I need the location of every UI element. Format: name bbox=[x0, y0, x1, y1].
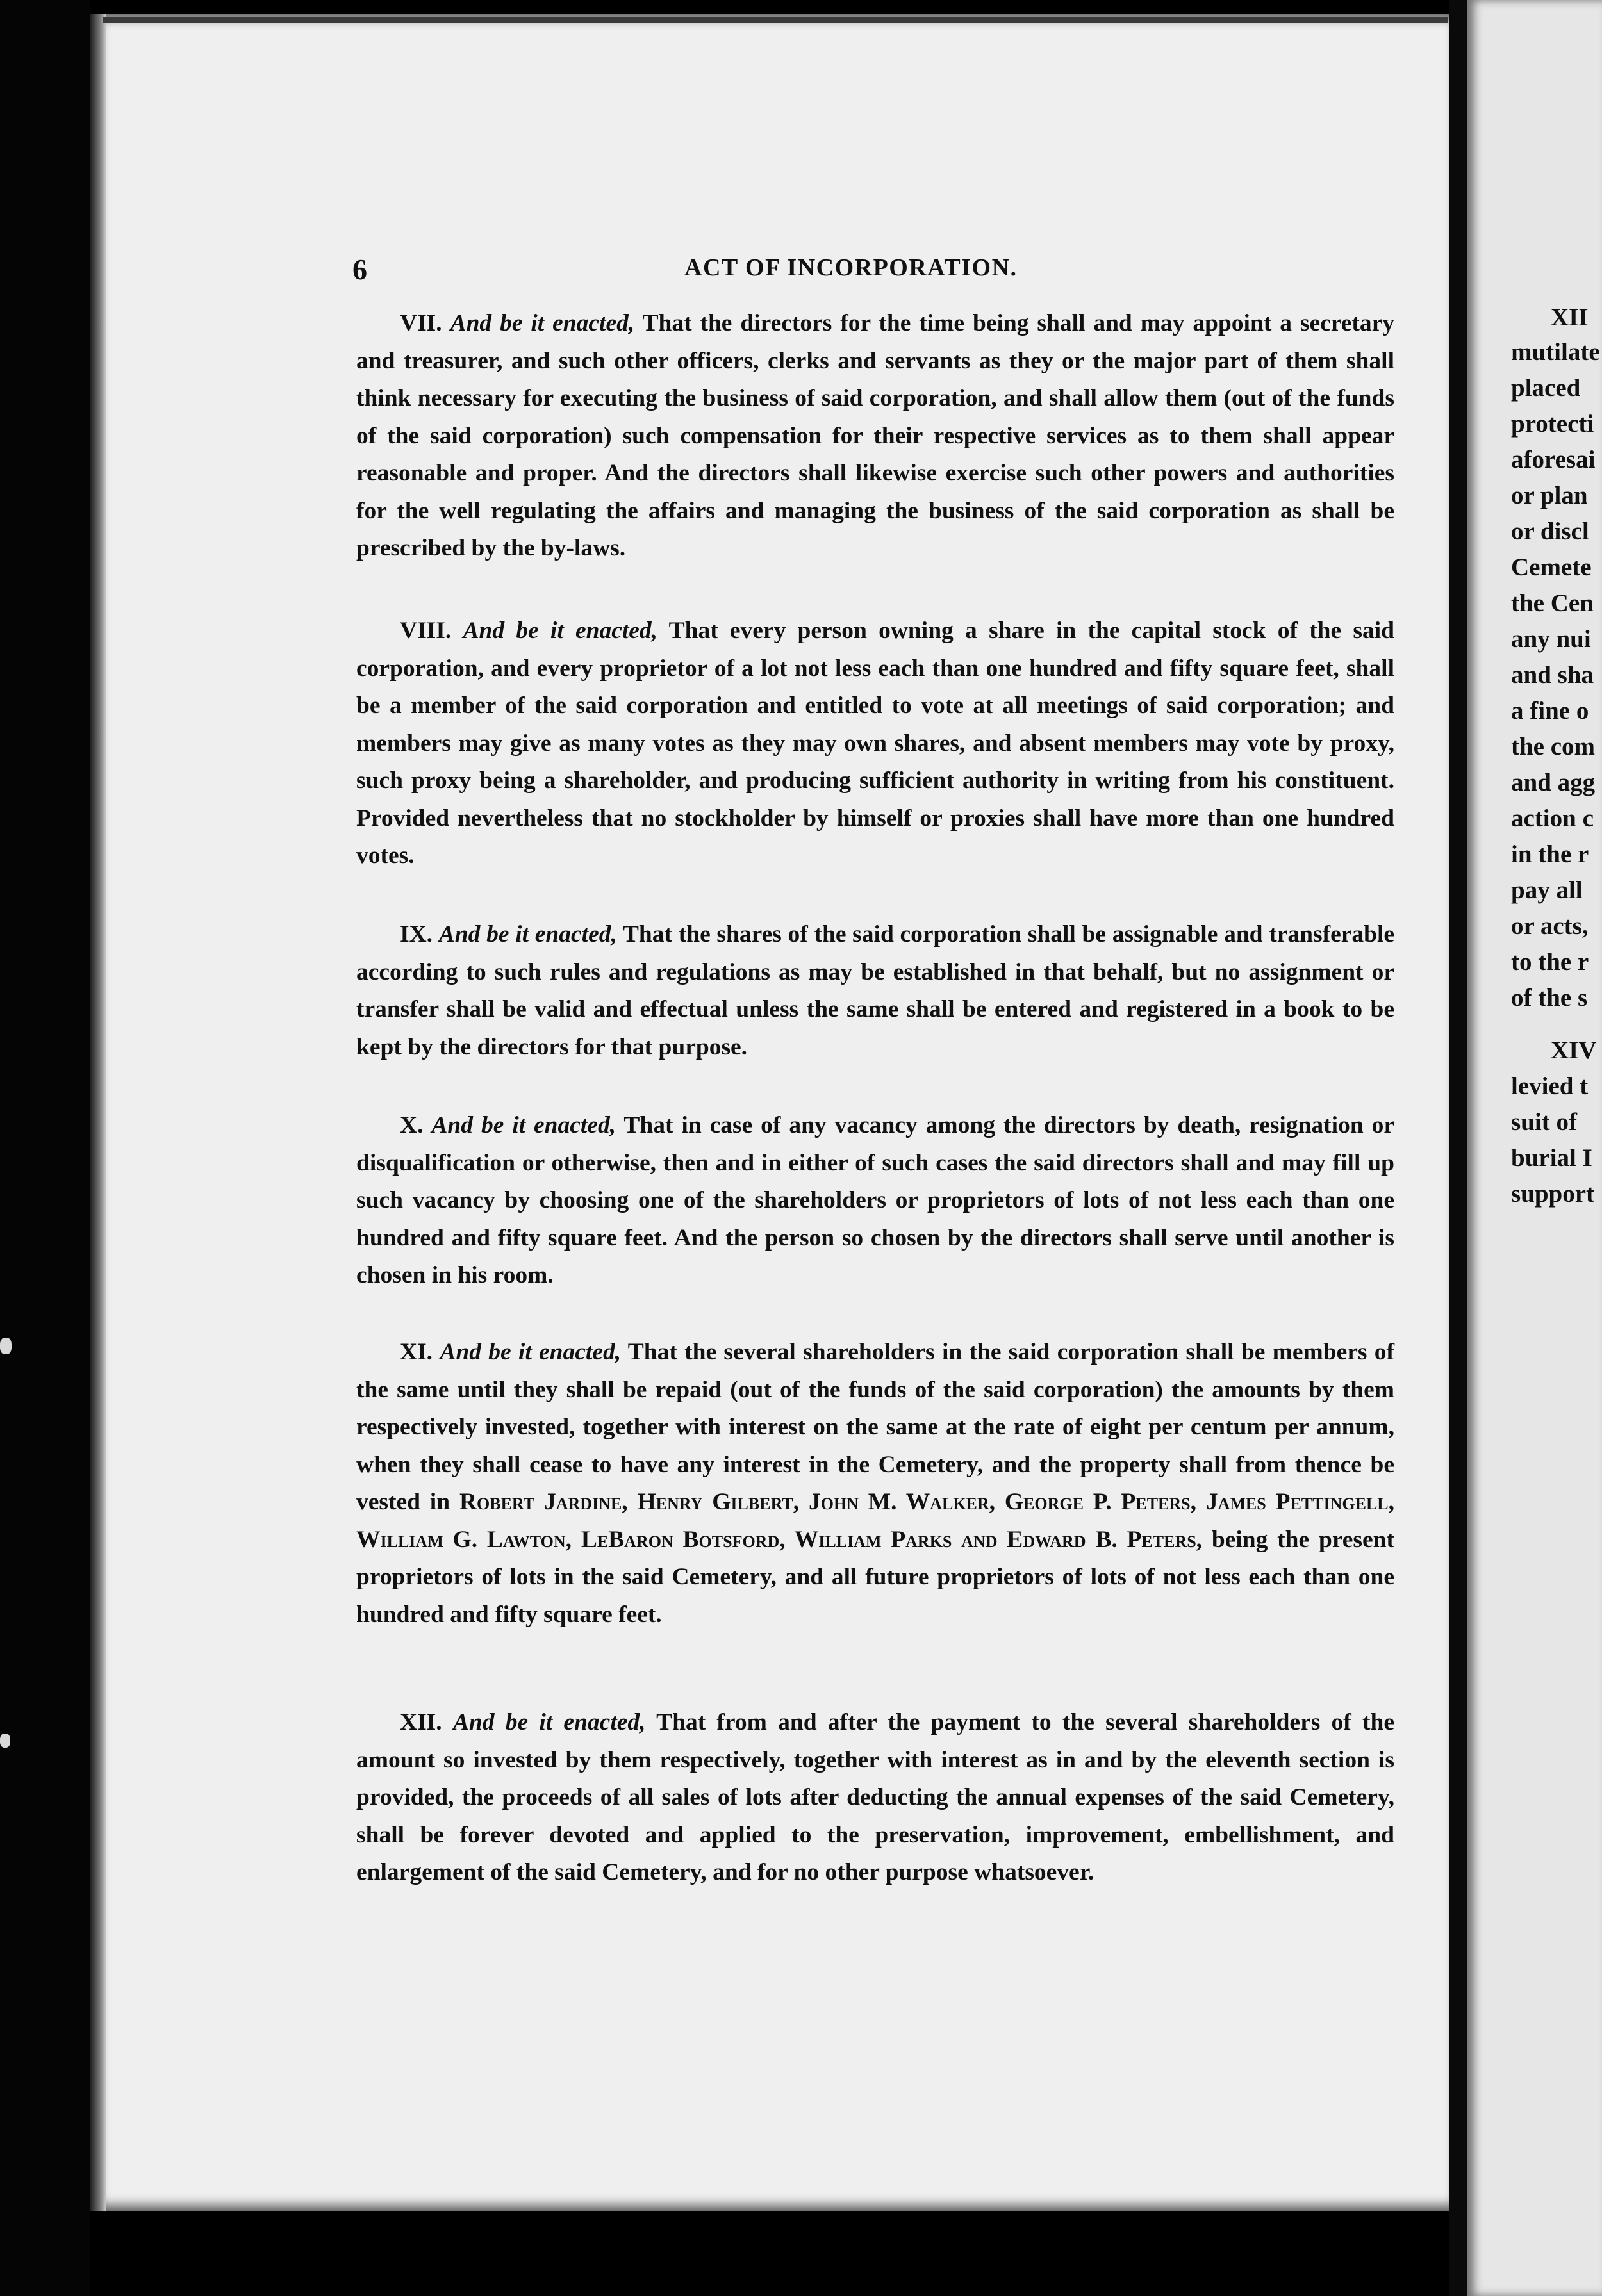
facing-line: and agg bbox=[1511, 769, 1596, 796]
section-number: IX. bbox=[400, 921, 433, 947]
proprietor-names: Robert Jardine, Henry Gilbert, John M. Walker, George P. Peters, James Pettingell, William G. Lawton, LeBaron Botsford, William Parks and Edward B. Peters, bbox=[356, 1489, 1395, 1553]
facing-line: to the r bbox=[1511, 948, 1589, 976]
facing-line: suit of bbox=[1511, 1108, 1577, 1136]
facing-line: burial I bbox=[1511, 1144, 1592, 1172]
section-text: That in case of any vacancy among the directors by death, resignation or disqualification or otherwise, then and in either of such cases the said directors shall and may fill up such vacancy by choosing one of the shareholders or proprietors of lots of not less each than one hundred and fifty square feet. And the person so chosen by the directors shall serve until another is chosen in his room. bbox=[356, 1112, 1395, 1288]
enacting-clause: And be it enacted, bbox=[450, 310, 635, 336]
enacting-clause: And be it enacted, bbox=[431, 1112, 616, 1138]
section-number: VII. bbox=[400, 310, 442, 336]
facing-line: any nui bbox=[1511, 625, 1591, 653]
facing-line: or discl bbox=[1511, 518, 1589, 545]
facing-line: levied t bbox=[1511, 1072, 1589, 1100]
section-text: That the shares of the said corporation shall be assignable and transferable according to such rules and regulations as may be established in that behalf, but no assignment or transfer shall be valid and effectual unless the same shall be entered and registered in a book to be kept by the directors for that purpose. bbox=[356, 921, 1395, 1060]
section-number: XI. bbox=[400, 1339, 433, 1365]
facing-line: XIV bbox=[1551, 1037, 1597, 1064]
section-vii bbox=[356, 305, 1394, 568]
facing-line: mutilate bbox=[1511, 338, 1600, 366]
enacting-clause: And be it enacted, bbox=[438, 921, 617, 947]
page-edge bbox=[90, 14, 106, 2211]
page-edge-top bbox=[103, 17, 1448, 23]
enacting-clause: And be it enacted, bbox=[463, 618, 658, 644]
running-head: ACT OF INCORPORATION. bbox=[684, 254, 1018, 281]
section-text: That from and after the payment to the several shareholders of the amount so invested by them respectively, together with interest as in and by the eleventh section is provided, the proceeds of all sales of lots after deducting the annual expenses of the said Cemetery, shall be forever devoted and applied to the preservation, improvement, embellishment, and enlargement of the said Cemetery, and for no other purpose whatsoever. bbox=[356, 1709, 1394, 1885]
facing-line: action c bbox=[1511, 805, 1594, 832]
facing-line: pay all bbox=[1511, 876, 1583, 904]
section-text: being the present proprietors of lots in the said Cemetery, and all future proprietors of lots of not less each than one hundred and fifty square feet. bbox=[356, 1526, 1395, 1628]
section-text: That the several shareholders in the said corporation shall be members of the same until they shall be repaid (out of the funds of the said corporation) the amounts by them respectively invested, together with interest on the same at the rate of eight per centum per annum, when they shall cease to have any interest in the Cemetery, and the property shall from thence be vested in bbox=[356, 1339, 1394, 1515]
facing-line: the Cen bbox=[1511, 589, 1594, 617]
enacting-clause: And be it enacted, bbox=[440, 1339, 622, 1365]
scan-margin bbox=[0, 0, 90, 2296]
page-number: 6 bbox=[352, 253, 367, 286]
section-xi bbox=[356, 1334, 1394, 1634]
facing-line: or acts, bbox=[1511, 912, 1589, 940]
facing-line: and sha bbox=[1511, 661, 1594, 689]
section-xii bbox=[356, 1704, 1394, 1892]
facing-line: protecti bbox=[1511, 410, 1594, 438]
section-viii bbox=[356, 612, 1394, 875]
facing-line: support bbox=[1511, 1180, 1595, 1208]
facing-line: of the s bbox=[1511, 984, 1588, 1012]
enacting-clause: And be it enacted, bbox=[452, 1709, 646, 1735]
scan-speck bbox=[0, 1734, 10, 1748]
section-text: That the directors for the time being shall and may appoint a secretary and treasurer, and such other officers, clerks and servants as they or the major part of them shall think necessary for executing the business of said corporation, and shall allow them (out of the funds of the said corporation) such compensation for their respective services as to them shall appear reasonable and proper. And the directors shall likewise exercise such other powers and authorities for the well regulating the affairs and managing the business of the said corporation as shall be prescribed by the by-laws. bbox=[356, 310, 1394, 561]
scan-speck bbox=[0, 1338, 12, 1354]
facing-page bbox=[1467, 0, 1602, 2296]
section-ix bbox=[356, 916, 1394, 1066]
section-x bbox=[356, 1107, 1394, 1295]
facing-line: or plan bbox=[1511, 482, 1588, 509]
facing-line: a fine o bbox=[1511, 697, 1589, 725]
section-number: X. bbox=[400, 1112, 424, 1138]
section-number: VIII. bbox=[400, 618, 452, 644]
facing-line: the com bbox=[1511, 733, 1596, 760]
facing-line: aforesai bbox=[1511, 446, 1596, 473]
facing-line: placed bbox=[1511, 374, 1581, 402]
section-text: That every person owning a share in the capital stock of the said corporation, and every proprietor of a lot not less each than one hundred and fifty square feet, shall be a member of the said corporation and entitled to vote at all meetings of said corporation; and members may give as many votes as they may own shares, and absent members may vote by proxy, such proxy being a shareholder, and producing sufficient authority in writing from his constituent. Provided nevertheless that no stockholder by himself or proxies shall have more than one hundred votes. bbox=[356, 618, 1395, 869]
facing-line: Cemete bbox=[1511, 554, 1592, 581]
section-number: XII. bbox=[400, 1709, 442, 1735]
book-gutter bbox=[1449, 0, 1467, 2296]
facing-line: in the r bbox=[1511, 840, 1589, 868]
facing-line: XII bbox=[1551, 304, 1589, 331]
